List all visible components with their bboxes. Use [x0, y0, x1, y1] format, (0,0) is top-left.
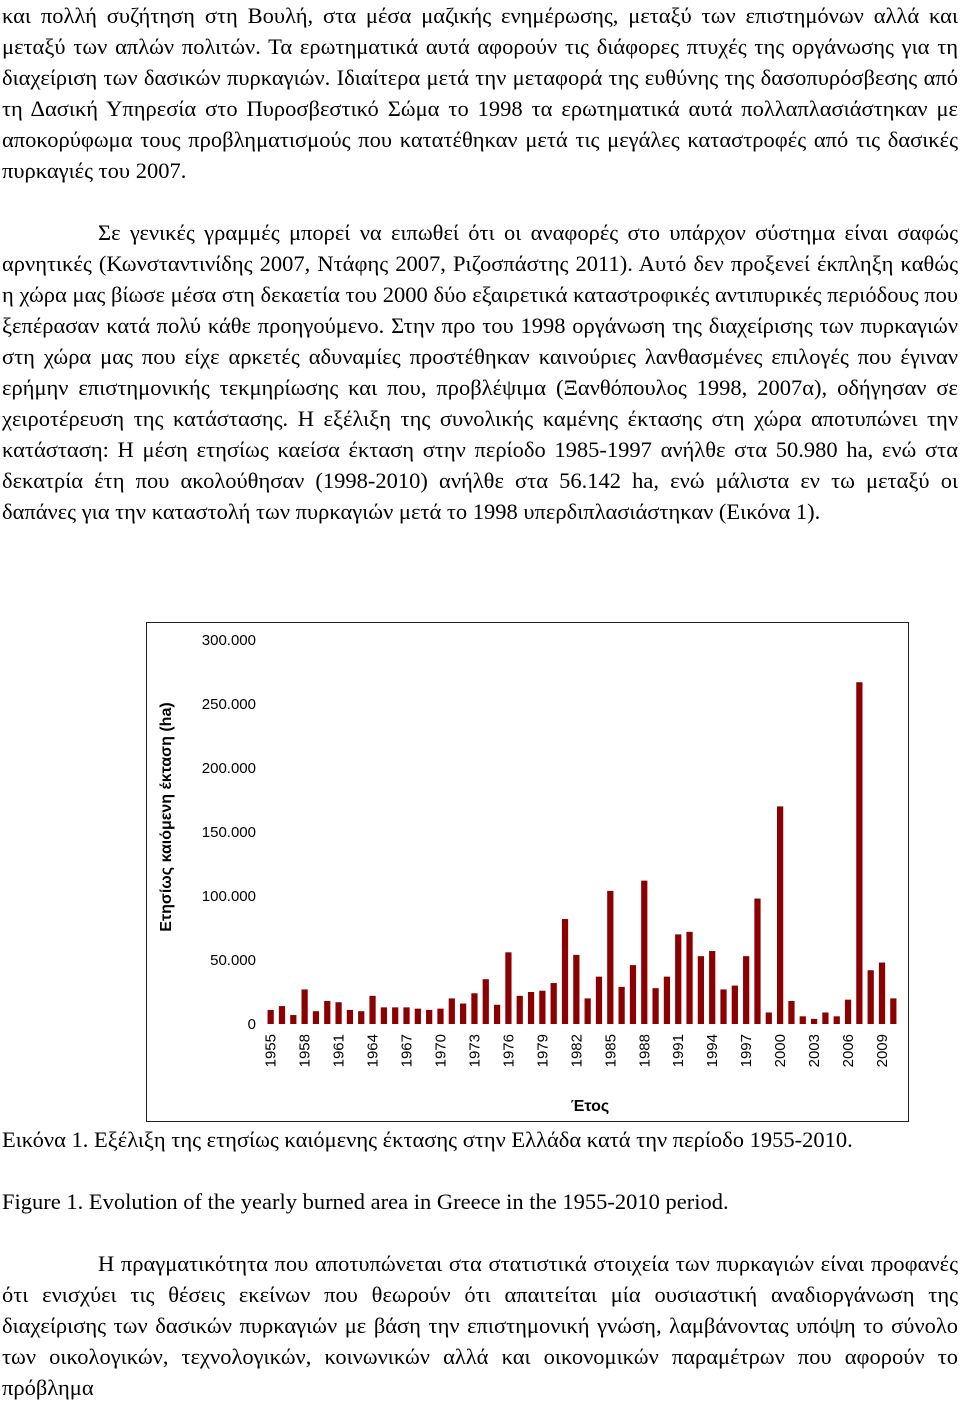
x-tick-label: 1982	[568, 1034, 586, 1068]
y-tick-label: 50.000	[210, 952, 256, 969]
bar	[856, 682, 862, 1024]
bar	[686, 932, 692, 1024]
body-paragraph-2: Σε γενικές γραμμές μπορεί να ειπωθεί ότι οι αναφορές στο υπάρχον σύστημα είναι σαφώς αρνητικές (Κωνσταντινίδης 2007, Ντάφης 2007, Ριζοσπάστης 2011). Αυτό δεν προξενεί έκπληξη καθώς η χώρα μας βίωσε μέσα στη δεκαετία του 2000 δύο εξαιρετικά καταστροφικές αντιπυρικές περιόδους που ξεπέρασαν κατά πολύ κάθε προηγούμενο. Στην προ του 1998 οργάνωση της διαχείρισης των πυρκαγιών στη χώρα μας που είχε αρκετές αδυναμίες προστέθηκαν καινούριες λανθασμένες επιλογές που έγιναν ερήμην επιστημονικής τεκμηρίωσης και που, προβλέψιμα (Ξανθόπουλος 1998, 2007α), οδήγησαν σε χειροτέρευση της κατάστασης. Η εξέλιξη της συνολικής καμένης έκτασης στη χώρα αποτυπώνει την κατάσταση: Η μέση ετησίως καείσα έκταση στην περίοδο 1985-1997 ανήλθε στα 50.980 ha, ενώ στα δεκατρία έτη που ακολούθησαν (1998-2010) ανήλθε στα 56.142 ha, ενώ μάλιστα εν τω μεταξύ οι δαπάνες για την καταστολή των πυρκαγιών μετά το 1998 υπερδιπλασιάστηκαν (Εικόνα 1).	[2, 220, 958, 524]
body-paragraph-1: και πολλή συζήτηση στη Βουλή, στα μέσα μαζικής ενημέρωσης, μεταξύ των επιστημόνων αλλά και μεταξύ των απλών πολιτών. Τα ερωτηματικά αυτά αφορούν τις διάφορες πτυχές της οργάνωσης για τη διαχείριση των δασικών πυρκαγιών. Ιδιαίτερα μετά την μεταφορά της ευθύνης της δασοπυρόσβεσης από τη Δασική Υπηρεσία στο Πυροσβεστικό Σώμα το 1998 τα ερωτηματικά αυτά πολλαπλασιάστηκαν με αποκορύφωμα τους προβληματισμούς που κατατέθηκαν μετά τις μεγάλες καταστροφές από τις δασικές πυρκαγιές του 2007.	[2, 3, 958, 183]
bar	[392, 1007, 398, 1024]
bar	[437, 1009, 443, 1024]
bar	[811, 1019, 817, 1024]
x-tick-label: 1961	[330, 1034, 348, 1068]
bar	[279, 1006, 285, 1024]
x-tick-label: 1955	[262, 1034, 280, 1068]
x-tick-label: 2000	[772, 1034, 790, 1068]
bar	[415, 1009, 421, 1024]
x-tick-label: 1997	[738, 1034, 756, 1068]
y-tick-label: 150.000	[201, 824, 256, 841]
y-tick-label: 200.000	[201, 760, 256, 777]
bar	[517, 996, 523, 1024]
bar	[641, 881, 647, 1024]
bar	[607, 891, 613, 1024]
bar	[551, 983, 557, 1024]
y-tick-label: 100.000	[201, 888, 256, 905]
figure-caption-english: Figure 1. Evolution of the yearly burned area in Greece in the 1955-2010 period.	[2, 1189, 729, 1214]
bar	[268, 1010, 274, 1024]
bar	[868, 970, 874, 1024]
bar	[562, 919, 568, 1024]
bar	[664, 977, 670, 1024]
x-tick-label: 1988	[636, 1034, 654, 1068]
bar	[732, 986, 738, 1024]
bar	[754, 899, 760, 1024]
bar	[766, 1012, 772, 1024]
bar	[449, 998, 455, 1024]
bar	[347, 1010, 353, 1024]
y-tick-label: 300.000	[201, 632, 256, 649]
bar	[800, 1016, 806, 1024]
bar	[788, 1001, 794, 1024]
bar	[619, 987, 625, 1024]
bar	[324, 1001, 330, 1024]
bar	[483, 979, 489, 1024]
body-paragraph-3: Η πραγματικότητα που αποτυπώνεται στα στατιστικά στοιχεία των πυρκαγιών είναι προφανές ότι ενισχύει τις θέσεις εκείνων που θεωρούν ότι απαιτείται μία ουσιαστική αναδιοργάνωση της διαχείρισης των δασικών πυρκαγιών με βάση την επιστημονική γνώση, λαμβάνοντας υπόψη το σύνολο των οικολογικών, τεχνολογικών, κοινωνικών αλλά και οικονομικών παραμέτρων που αφορούν το πρόβλημα	[2, 1251, 958, 1400]
x-tick-label: 1964	[364, 1034, 382, 1068]
bar	[494, 1005, 500, 1024]
x-tick-label: 1994	[704, 1034, 722, 1068]
x-tick-label: 1985	[602, 1034, 620, 1068]
bar-chart	[147, 623, 907, 1120]
bar	[302, 989, 308, 1024]
bar	[460, 1004, 466, 1024]
bar	[403, 1007, 409, 1024]
bar	[743, 956, 749, 1024]
bar	[890, 998, 896, 1024]
x-tick-label: 1967	[398, 1034, 416, 1068]
y-tick-label: 250.000	[201, 696, 256, 713]
bar	[698, 956, 704, 1024]
bar	[709, 951, 715, 1024]
bar	[539, 991, 545, 1024]
x-tick-label: 1976	[500, 1034, 518, 1068]
x-tick-label: 2006	[840, 1034, 858, 1068]
bar	[528, 992, 534, 1024]
bar	[585, 998, 591, 1024]
x-tick-label: 2003	[806, 1034, 824, 1068]
bar	[596, 977, 602, 1024]
bar	[426, 1010, 432, 1024]
x-tick-label: 1973	[466, 1034, 484, 1068]
bar	[630, 965, 636, 1024]
bar	[845, 1000, 851, 1024]
bar	[471, 993, 477, 1024]
bar	[834, 1016, 840, 1024]
bar	[822, 1012, 828, 1024]
bar	[381, 1007, 387, 1024]
bar	[358, 1011, 364, 1024]
bar	[313, 1011, 319, 1024]
y-tick-label: 0	[247, 1016, 256, 1033]
bar	[369, 996, 375, 1024]
x-tick-label: 1970	[432, 1034, 450, 1068]
bar	[720, 989, 726, 1024]
bar	[505, 952, 511, 1024]
bar	[777, 806, 783, 1024]
figure-caption-greek: Εικόνα 1. Εξέλιξη της ετησίως καιόμενης έκτασης στην Ελλάδα κατά την περίοδο 1955-2010.	[2, 1127, 853, 1152]
figure-chart	[146, 622, 909, 1122]
x-tick-label: 2009	[874, 1034, 892, 1068]
bar	[879, 963, 885, 1024]
x-axis-label: Έτος	[570, 1098, 610, 1115]
bar	[675, 934, 681, 1024]
bar	[290, 1015, 296, 1024]
x-tick-label: 1979	[534, 1034, 552, 1068]
bar	[573, 955, 579, 1024]
x-tick-label: 1991	[670, 1034, 688, 1068]
bar	[335, 1002, 341, 1024]
bar	[652, 988, 658, 1024]
y-axis-label: Ετησίως καιόμενη έκταση (ha)	[158, 702, 175, 932]
x-tick-label: 1958	[296, 1034, 314, 1068]
